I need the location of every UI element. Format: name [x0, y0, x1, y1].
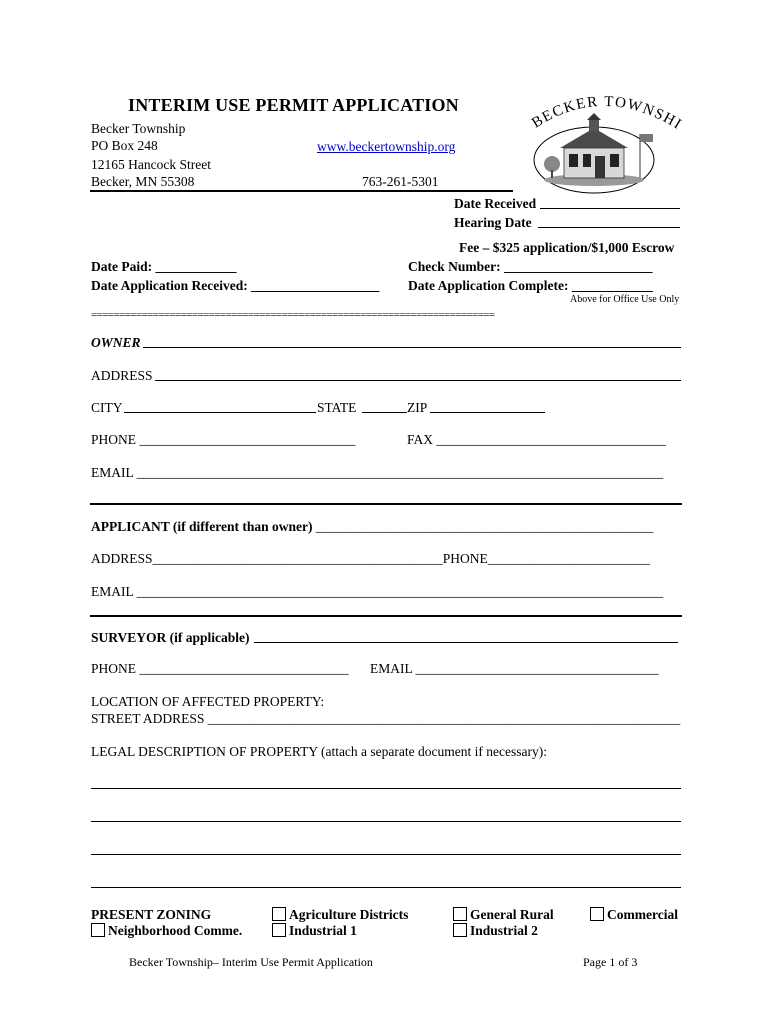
header-divider — [90, 190, 513, 192]
applicant-email[interactable]: EMAIL ______________________________________________________________________________ — [91, 584, 664, 599]
legal-description-line-4[interactable] — [91, 887, 681, 888]
township-logo — [522, 92, 692, 194]
fee-text: Fee – $325 application/$1,000 Escrow — [459, 240, 675, 255]
township-phone: 763-261-5301 — [362, 174, 439, 189]
applicant-label: APPLICANT (if different than owner) — [91, 519, 313, 534]
township-hall-icon — [522, 92, 692, 194]
owner-address-field[interactable] — [155, 380, 681, 381]
office-use-note: Above for Office Use Only — [570, 294, 680, 305]
website-link[interactable]: www.beckertownship.org — [317, 139, 456, 154]
owner-address-label: ADDRESS — [91, 368, 153, 383]
check-number[interactable]: Check Number: ______________________ — [408, 259, 653, 274]
zoning-option-neighborhood[interactable]: Neighborhood Comme. — [91, 922, 242, 939]
legal-description-label: LEGAL DESCRIPTION OF PROPERTY (attach a separate document if necessary): — [91, 744, 547, 759]
checkbox[interactable] — [453, 923, 467, 937]
checkbox[interactable] — [453, 907, 467, 921]
owner-section-divider — [90, 503, 682, 505]
zoning-option-industrial-2[interactable]: Industrial 2 — [453, 922, 538, 939]
page-number: Page 1 of 3 — [583, 955, 638, 969]
hearing-date-label: Hearing Date — [454, 215, 532, 230]
owner-zip-label: ZIP — [407, 400, 428, 415]
checkbox[interactable] — [91, 923, 105, 937]
owner-city-field[interactable] — [124, 412, 316, 413]
owner-city-label: CITY — [91, 400, 123, 415]
zoning-option-agriculture[interactable]: Agriculture Districts — [272, 906, 408, 923]
surveyor-email[interactable]: EMAIL ____________________________________ — [370, 661, 659, 676]
owner-field[interactable] — [143, 347, 681, 348]
owner-zip-field[interactable] — [430, 412, 545, 413]
applicant-label-row — [91, 518, 653, 535]
legal-description-line-3[interactable] — [91, 854, 681, 855]
legal-description-line-2[interactable] — [91, 821, 681, 822]
checkbox[interactable] — [272, 907, 286, 921]
date-app-complete[interactable]: Date Application Complete: ____________ — [408, 278, 653, 293]
date-received-label: Date Received — [454, 196, 537, 211]
address-org: Becker Township — [91, 121, 186, 136]
owner-phone[interactable]: PHONE ________________________________ — [91, 432, 356, 447]
date-received-field[interactable] — [540, 208, 680, 209]
hearing-date-field[interactable] — [538, 227, 680, 228]
applicant-address-phone[interactable]: ADDRESS___________________________________________PHONE________________________ — [91, 551, 650, 566]
street-address-field[interactable]: STREET ADDRESS ______________________________________________________________________ — [91, 711, 681, 726]
owner-state-label: STATE — [317, 400, 357, 415]
owner-state-field[interactable] — [362, 412, 407, 413]
checkbox[interactable] — [272, 923, 286, 937]
applicant-section-divider — [90, 615, 682, 617]
address-street: 12165 Hancock Street — [91, 157, 211, 172]
footer-left: Becker Township– Interim Use Permit Application — [129, 955, 373, 969]
legal-description-line-1[interactable] — [91, 788, 681, 789]
address-city: Becker, MN 55308 — [91, 174, 195, 189]
surveyor-phone[interactable]: PHONE _______________________________ — [91, 661, 349, 676]
zoning-option-industrial-1[interactable]: Industrial 1 — [272, 922, 357, 939]
owner-fax[interactable]: FAX __________________________________ — [407, 432, 666, 447]
zoning-option-commercial[interactable]: Commercial — [590, 906, 678, 923]
separator-line: ======================================================================== — [91, 309, 495, 321]
checkbox[interactable] — [590, 907, 604, 921]
date-paid[interactable]: Date Paid: ____________ — [91, 259, 237, 274]
zoning-option-general-rural[interactable]: General Rural — [453, 906, 554, 923]
address-pobox: PO Box 248 — [91, 138, 158, 153]
location-label: LOCATION OF AFFECTED PROPERTY: — [91, 694, 325, 709]
surveyor-label: SURVEYOR (if applicable) — [91, 630, 250, 645]
logo-text: BECKER TOWNSHI — [529, 93, 685, 134]
owner-email[interactable]: EMAIL ______________________________________________________________________________ — [91, 465, 664, 480]
owner-label: OWNER — [91, 335, 141, 350]
applicant-field[interactable]: __________________________________________________ — [312, 519, 654, 534]
page-title: INTERIM USE PERMIT APPLICATION — [128, 95, 459, 115]
surveyor-field[interactable] — [254, 642, 678, 643]
present-zoning-label: PRESENT ZONING — [91, 907, 212, 922]
date-app-received[interactable]: Date Application Received: ___________________ — [91, 278, 380, 293]
